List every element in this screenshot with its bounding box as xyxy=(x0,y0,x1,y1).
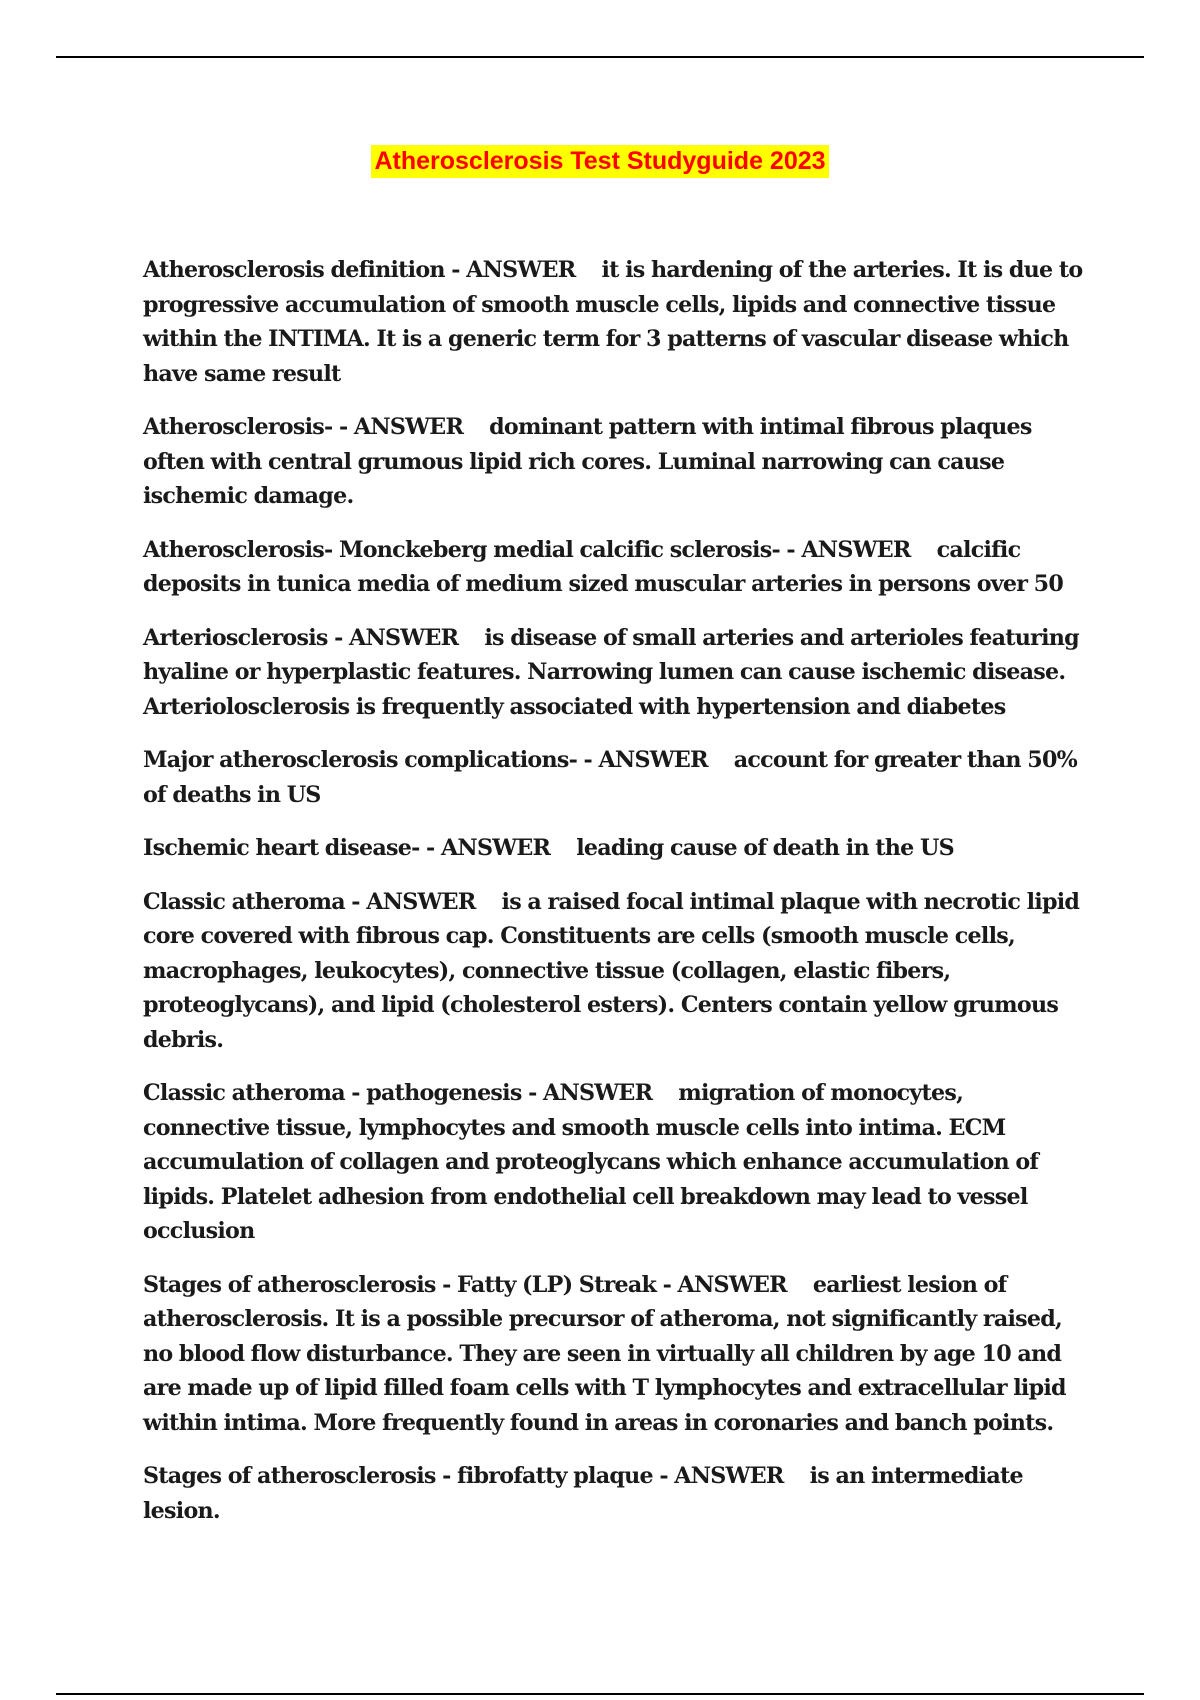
qa-entry xyxy=(143,410,1093,514)
qa-entry xyxy=(143,1459,1093,1528)
entry-answer: dominant pattern with intimal fibrous plaques often with central grumous lipid rich cores. Luminal narrowing can cause ischemic damage. xyxy=(143,414,1032,509)
qa-entry xyxy=(143,743,1093,812)
entry-answer: migration of monocytes, connective tissue, lymphocytes and smooth muscle cells into intima. ECM accumulation of collagen and proteoglycans which enhance accumulation of lipids. Platelet adhesion from endothelial cell breakdown may lead to vessel occlusion xyxy=(143,1080,1039,1244)
entry-term: Classic atheroma - ANSWER xyxy=(143,888,476,915)
document-title: Atherosclerosis Test Studyguide 2023 xyxy=(371,145,828,178)
entry-term: Major atherosclerosis complications- - ANSWER xyxy=(143,747,708,773)
entry-answer: is an intermediate lesion. xyxy=(143,1463,1023,1524)
qa-entry xyxy=(143,831,1093,866)
entry-answer: is disease of small arteries and arterioles featuring hyaline or hyperplastic features. Narrowing lumen can cause ischemic disease. Arteriolosclerosis is frequently associated with hypertension and diabetes xyxy=(143,624,1079,720)
top-rule xyxy=(56,56,1144,58)
qa-entry xyxy=(143,1268,1093,1441)
entry-term: Atherosclerosis- Monckeberg medial calcific sclerosis- - ANSWER xyxy=(143,536,911,563)
qa-entry xyxy=(143,533,1093,602)
entry-answer: is a raised focal intimal plaque with necrotic lipid core covered with fibrous cap. Constituents are cells (smooth muscle cells, macrophages, leukocytes), connective tissue (collagen, elastic fibers, proteoglycans), and lipid (cholesterol esters). Centers contain yellow grumous debris. xyxy=(143,888,1080,1053)
qa-entry xyxy=(143,253,1093,391)
qa-entry xyxy=(143,1076,1093,1249)
title-area xyxy=(0,145,1200,178)
entry-answer: calcific deposits in tunica media of medium sized muscular arteries in persons over 50 xyxy=(143,536,1064,597)
document-body xyxy=(143,253,1093,1547)
entry-answer: earliest lesion of atherosclerosis. It is a possible precursor of atheroma, not significantly raised, no blood flow disturbance. They are seen in virtually all children by age 10 and are made up of lipid filled foam cells with T lymphocytes and extracellular lipid within intima. More frequently found in areas in coronaries and banch points. xyxy=(143,1271,1066,1436)
entry-term: Arteriosclerosis - ANSWER xyxy=(143,624,459,651)
qa-entry xyxy=(143,885,1093,1058)
qa-entry xyxy=(143,621,1093,725)
entry-term: Stages of atherosclerosis - fibrofatty plaque - ANSWER xyxy=(143,1463,784,1489)
entry-term: Classic atheroma - pathogenesis - ANSWER xyxy=(143,1080,653,1106)
entry-term: Stages of atherosclerosis - Fatty (LP) Streak - ANSWER xyxy=(143,1271,787,1298)
entry-term: Atherosclerosis- - ANSWER xyxy=(143,414,464,440)
entry-term: Atherosclerosis definition - ANSWER xyxy=(143,257,576,283)
entry-answer: leading cause of death in the US xyxy=(576,835,954,861)
entry-answer: it is hardening of the arteries. It is due to progressive accumulation of smooth muscle cells, lipids and connective tissue within the INTIMA. It is a generic term for 3 patterns of vascular disease which have same result xyxy=(143,257,1083,387)
bottom-rule xyxy=(56,1693,1144,1695)
entry-term: Ischemic heart disease- - ANSWER xyxy=(143,835,551,861)
entry-answer: account for greater than 50% of deaths in US xyxy=(143,747,1078,808)
